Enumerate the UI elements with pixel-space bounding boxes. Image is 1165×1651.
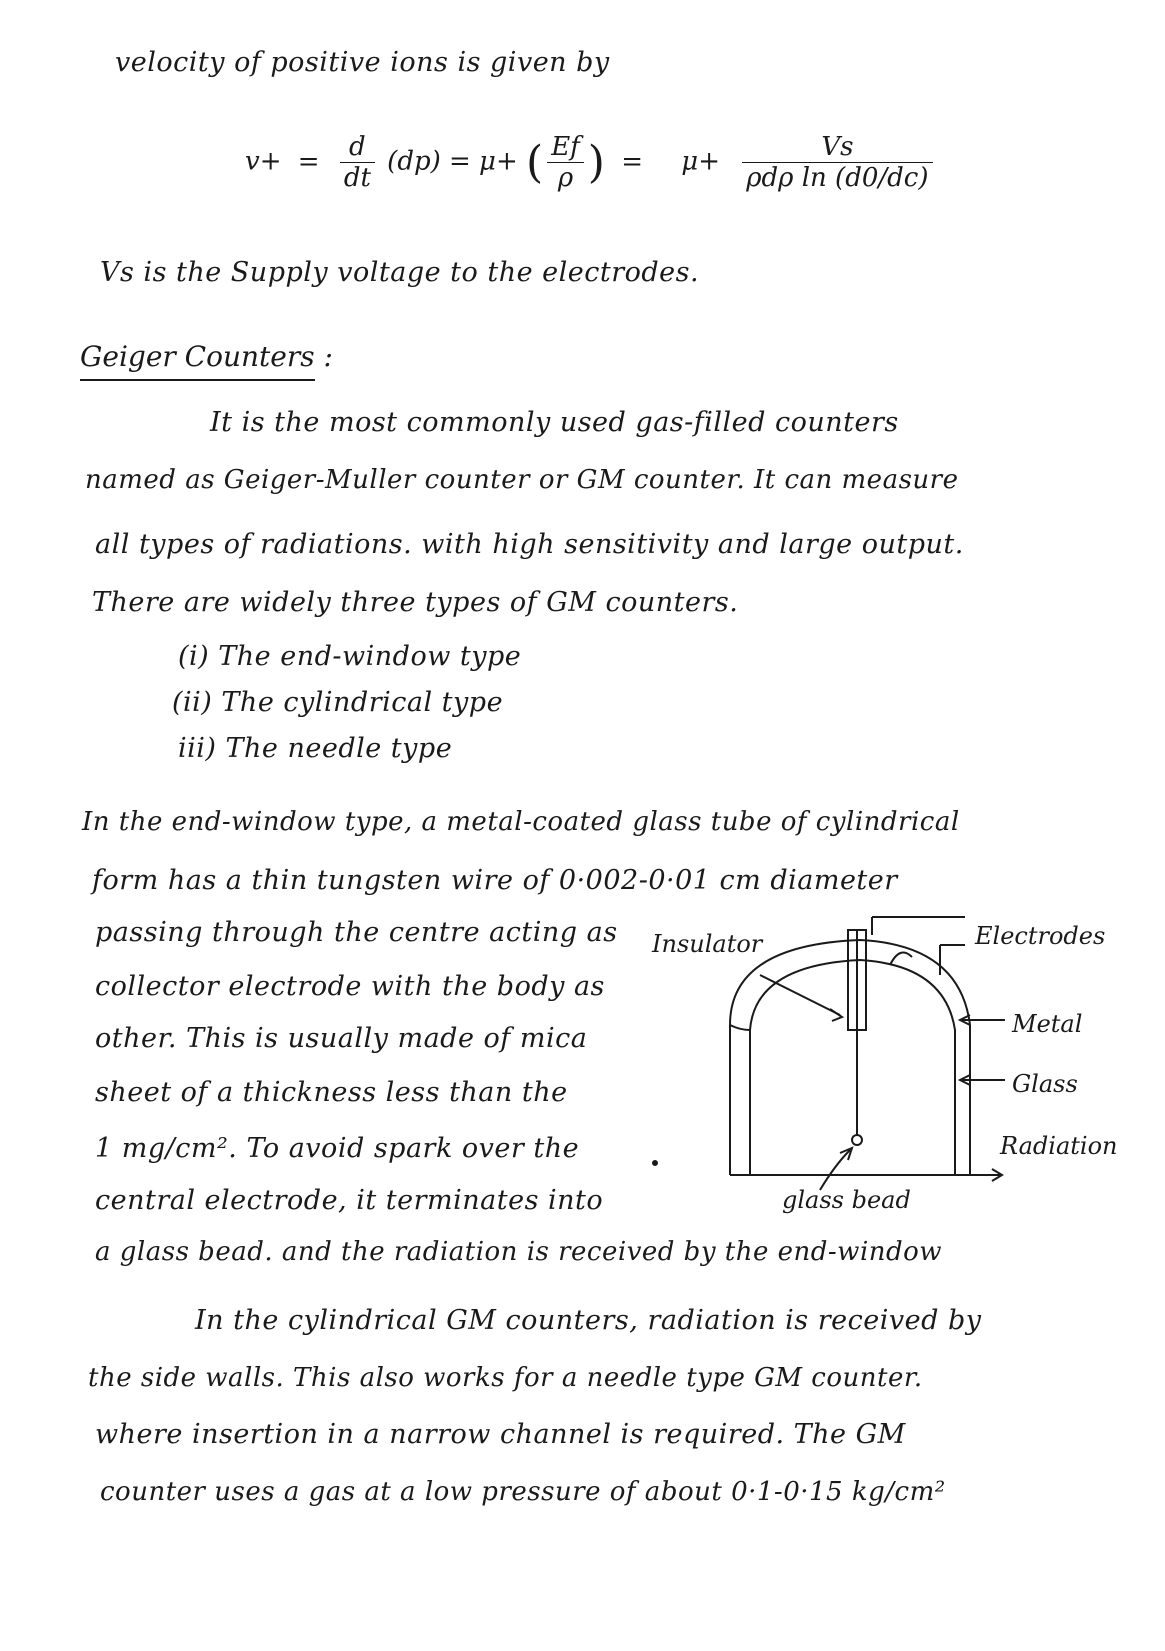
formula-equals: =	[297, 146, 320, 177]
end-window-line-2: form has a thin tungsten wire of 0·002-0·01 cm diameter	[92, 865, 898, 896]
section-heading	[80, 340, 333, 373]
label-metal: Metal	[1012, 1010, 1083, 1038]
end-window-line-4: collector electrode with the body as	[95, 971, 605, 1002]
formula-dp: (dp) = μ+	[387, 146, 518, 177]
end-window-line-8: central electrode, it terminates into	[95, 1185, 604, 1216]
end-window-line-7: 1 mg/cm². To avoid spark over the	[95, 1133, 580, 1164]
para-line-3: all types of radiations. with high sensitivity and large output.	[95, 529, 964, 560]
label-glass-bead: glass bead	[782, 1186, 911, 1214]
text-line-supply: Vs is the Supply voltage to the electrodes.	[100, 257, 700, 288]
formula-derivative: $\frac{d}{dt}$	[340, 132, 375, 193]
end-window-line-3: passing through the centre acting as	[95, 917, 618, 948]
end-window-line-1: In the end-window type, a metal-coated glass tube of cylindrical	[82, 807, 960, 837]
cylindrical-line-3: where insertion in a narrow channel is required. The GM	[95, 1419, 906, 1450]
formula-equals-2: =	[621, 146, 644, 177]
heading-title: Geiger Counters	[80, 340, 315, 381]
heading-colon: :	[323, 340, 333, 373]
formula-field-ratio: $\frac{Ef}{\rho}$	[547, 132, 584, 193]
label-radiation: Radiation	[1000, 1132, 1118, 1160]
label-electrodes: Electrodes	[975, 922, 1106, 950]
label-insulator: Insulator	[652, 930, 763, 958]
end-window-line-9: a glass bead. and the radiation is received by the end-window	[95, 1237, 943, 1267]
list-item-1: (i) The end-window type	[178, 641, 522, 672]
list-item-2: (ii) The cylindrical type	[172, 687, 504, 718]
formula-mu: μ+	[681, 146, 720, 177]
list-item-3: iii) The needle type	[178, 733, 453, 764]
para-line-1: It is the most commonly used gas-filled counters	[210, 407, 899, 438]
para-line-2: named as Geiger-Muller counter or GM counter. It can measure	[85, 465, 959, 495]
label-glass: Glass	[1012, 1070, 1078, 1098]
para-line-4: There are widely three types of GM counters.	[92, 587, 739, 618]
end-window-line-6: sheet of a thickness less than the	[95, 1077, 568, 1108]
formula-supply-ratio: $\frac{Vs}{\text{ρdρ ln (d0/dc)}}$	[742, 132, 932, 193]
end-window-line-5: other. This is usually made of mica	[95, 1023, 588, 1054]
cylindrical-line-2: the side walls. This also works for a needle type GM counter.	[88, 1363, 923, 1393]
text-line-velocity: velocity of positive ions is given by	[115, 47, 610, 78]
cylindrical-line-1: In the cylindrical GM counters, radiation is received by	[195, 1305, 982, 1336]
cylindrical-line-4: counter uses a gas at a low pressure of about 0·1-0·15 kg/cm²	[100, 1477, 946, 1507]
formula-lhs: v+	[245, 146, 282, 177]
velocity-formula: v+ = $\frac{d}{dt}$ (dp) = μ+ ( $\frac{Ef}{\rho}$ ) = μ+ $\frac{Vs}{\text{ρdρ ln (d0/dc)}}$	[245, 132, 937, 193]
